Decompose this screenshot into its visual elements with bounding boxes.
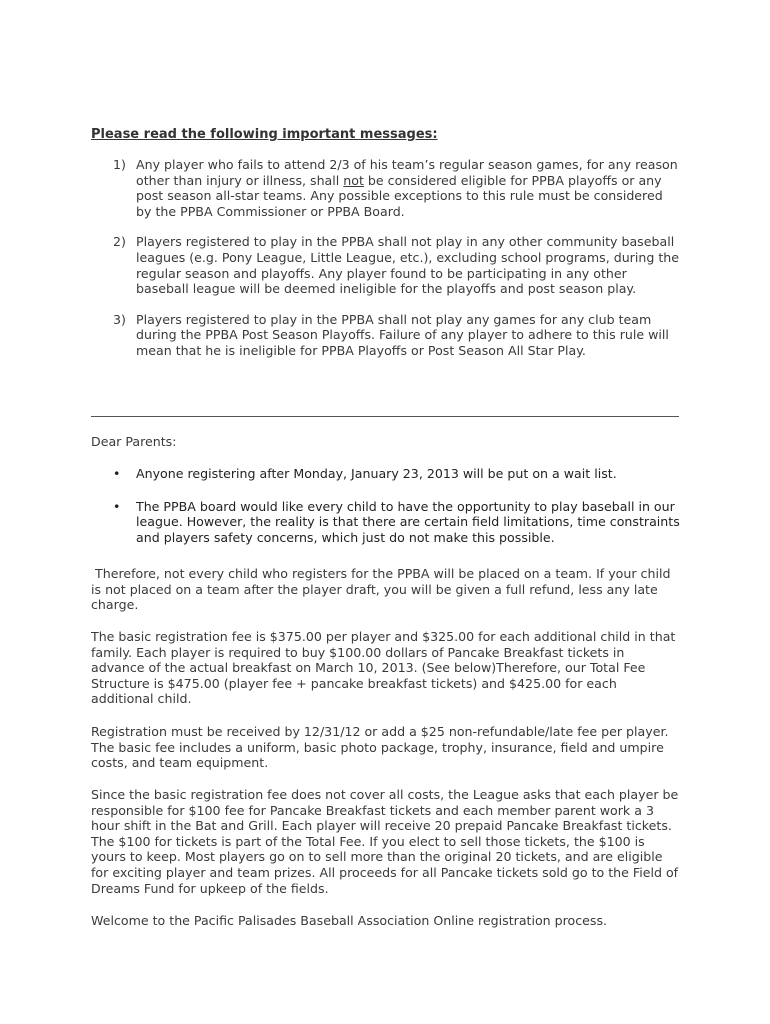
paragraph-placement: Therefore, not every child who registers for the PPBA will be placed on a team. If your child is not placed on a team after the player draft, you will be given a full refund, less any late charge. bbox=[91, 566, 675, 613]
bullet-icon: • bbox=[113, 498, 121, 514]
greeting: Dear Parents: bbox=[91, 434, 177, 449]
bullet-item bbox=[91, 499, 681, 546]
emphasis-not: not bbox=[343, 172, 364, 188]
bullet-icon: • bbox=[113, 466, 121, 481]
list-number: 1) bbox=[113, 157, 126, 172]
bullet-item bbox=[91, 466, 681, 482]
important-messages-heading: Please read the following important messages: bbox=[91, 127, 438, 142]
list-item bbox=[91, 234, 681, 296]
important-messages-list bbox=[91, 157, 681, 374]
paragraph-fees: The basic registration fee is $375.00 per player and $325.00 for each additional child in that family. Each player is required to buy $100.00 dollars of Pancake Breakfast tickets in advance of the actual breakfast on March 10, 2013. (See below)Therefore, our Total Fee Structure is $475.00 (player fee + pancake breakfast tickets) and $425.00 for each additional child. bbox=[91, 629, 676, 707]
paragraph-deadline: Registration must be received by 12/31/12 or add a $25 non-refundable/late fee per player. The basic fee includes a uniform, basic photo package, trophy, insurance, field and umpire costs, and team equipment. bbox=[91, 724, 669, 771]
list-item bbox=[91, 157, 681, 219]
list-number: 3) bbox=[113, 311, 126, 327]
horizontal-divider bbox=[91, 416, 679, 417]
bullet-text: Anyone registering after Monday, January 23, 2013 will be put on a wait list. bbox=[136, 466, 617, 481]
bullet-text: The PPBA board would like every child to have the opportunity to play baseball in our league. However, the reality is that there are certain field limitations, time constraints and players safety concerns, which just do not make this possible. bbox=[136, 498, 680, 545]
list-item-text: Players registered to play in the PPBA shall not play in any other community baseball leagues (e.g. Pony League, Little League, etc.), excluding school programs, during the regular season and playoffs. Any player found to be participating in any other baseball league will be deemed ineligible for the playoffs and post season play. bbox=[136, 234, 680, 297]
list-number: 2) bbox=[113, 234, 126, 250]
list-item-text: Players registered to play in the PPBA shall not play any games for any club team during the PPBA Post Season Playoffs. Failure of any player to adhere to this rule will mean that he is ineligible for PPBA Playoffs or Post Season All Star Play. bbox=[136, 311, 669, 358]
list-item-text: Any player who fails to attend 2/3 of his team’s regular season games, for any reason other than injury or illness, shall not be considered eligible for PPBA playoffs or any post season all-star teams. Any possible exceptions to this rule must be considered by the PPBA Commissioner or PPBA Board. bbox=[136, 157, 678, 219]
paragraph-pancake-tickets: Since the basic registration fee does not cover all costs, the League asks that each player be responsible for $100 fee for Pancake Breakfast tickets and each member parent work a 3 hour shift in the Bat and Grill. Each player will receive 20 prepaid Pancake Breakfast tickets. The $100 for tickets is part of the Total Fee. If you elect to sell those tickets, the $100 is yours to keep. Most players go on to sell more than the original 20 tickets, and are eligible for exciting player and team prizes. All proceeds for all Pancake tickets sold go to the Field of Dreams Fund for upkeep of the fields. bbox=[91, 787, 679, 896]
notice-bullets bbox=[91, 466, 681, 562]
list-item bbox=[91, 312, 681, 359]
paragraph-welcome: Welcome to the Pacific Palisades Baseball Association Online registration process. bbox=[91, 913, 608, 928]
